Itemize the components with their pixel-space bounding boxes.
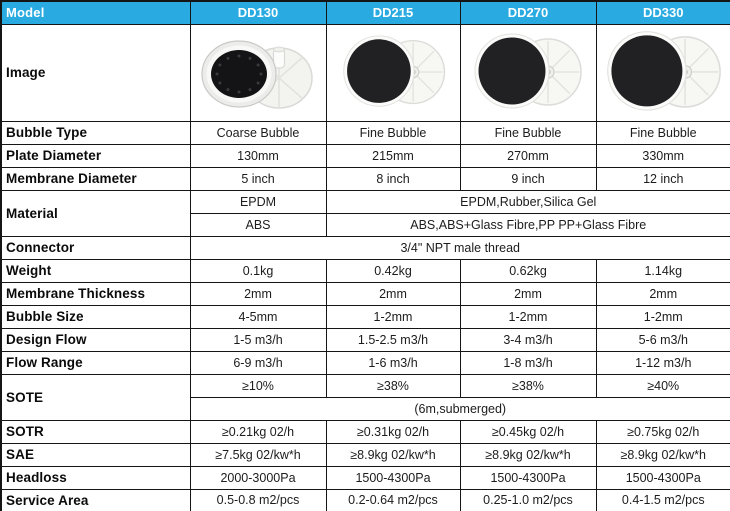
column-header-dd215: DD215 — [326, 1, 460, 24]
row-label-headloss: Headloss — [1, 466, 190, 489]
cell-membrane-thickness-dd215: 2mm — [326, 282, 460, 305]
cell-service-area-dd130: 0.5-0.8 m2/pcs — [190, 489, 326, 511]
row-flow-range — [1, 351, 730, 374]
row-label-flow-range: Flow Range — [1, 351, 190, 374]
cell-sotr-dd270: ≥0.45kg 02/h — [460, 420, 596, 443]
cell-flow-range-dd330: 1-12 m3/h — [596, 351, 730, 374]
row-label-design-flow: Design Flow — [1, 328, 190, 351]
row-membrane-diameter — [1, 167, 730, 190]
cell-plate-diameter-dd130: 130mm — [190, 144, 326, 167]
cell-sae-dd215: ≥8.9kg 02/kw*h — [326, 443, 460, 466]
row-label-bubble-type: Bubble Type — [1, 121, 190, 144]
cell-flow-range-dd215: 1-6 m3/h — [326, 351, 460, 374]
cell-plate-diameter-dd215: 215mm — [326, 144, 460, 167]
cell-sotr-dd215: ≥0.31kg 02/h — [326, 420, 460, 443]
cell-sae-dd270: ≥8.9kg 02/kw*h — [460, 443, 596, 466]
cell-bubble-size-dd215: 1-2mm — [326, 305, 460, 328]
product-image-dd130 — [190, 24, 326, 121]
cell-headloss-dd330: 1500-4300Pa — [596, 466, 730, 489]
cell-weight-dd215: 0.42kg — [326, 259, 460, 282]
row-membrane-thickness — [1, 282, 730, 305]
row-bubble-type — [1, 121, 730, 144]
cell-material-membrane-dd130: EPDM — [190, 190, 326, 213]
cell-bubble-type-dd270: Fine Bubble — [460, 121, 596, 144]
row-label-image: Image — [1, 24, 190, 121]
header-row — [1, 1, 730, 24]
cell-service-area-dd270: 0.25-1.0 m2/pcs — [460, 489, 596, 511]
row-sotr — [1, 420, 730, 443]
cell-headloss-dd215: 1500-4300Pa — [326, 466, 460, 489]
cell-weight-dd130: 0.1kg — [190, 259, 326, 282]
row-label-material: Material — [1, 190, 190, 236]
row-weight — [1, 259, 730, 282]
product-image-dd330 — [596, 24, 730, 121]
cell-membrane-diameter-dd130: 5 inch — [190, 167, 326, 190]
cell-service-area-dd330: 0.4-1.5 m2/pcs — [596, 489, 730, 511]
row-headloss — [1, 466, 730, 489]
row-label-membrane-thickness: Membrane Thickness — [1, 282, 190, 305]
row-plate-diameter — [1, 144, 730, 167]
row-label-weight: Weight — [1, 259, 190, 282]
cell-headloss-dd270: 1500-4300Pa — [460, 466, 596, 489]
model-header: Model — [1, 1, 190, 24]
cell-sote-dd330: ≥40% — [596, 374, 730, 397]
product-image-dd270 — [460, 24, 596, 121]
cell-sote-dd215: ≥38% — [326, 374, 460, 397]
row-label-sae: SAE — [1, 443, 190, 466]
cell-sae-dd330: ≥8.9kg 02/kw*h — [596, 443, 730, 466]
cell-material-membrane-others: EPDM,Rubber,Silica Gel — [326, 190, 730, 213]
column-header-dd270: DD270 — [460, 1, 596, 24]
cell-weight-dd270: 0.62kg — [460, 259, 596, 282]
row-label-membrane-diameter: Membrane Diameter — [1, 167, 190, 190]
cell-membrane-diameter-dd270: 9 inch — [460, 167, 596, 190]
cell-design-flow-dd130: 1-5 m3/h — [190, 328, 326, 351]
row-sae — [1, 443, 730, 466]
cell-bubble-type-dd130: Coarse Bubble — [190, 121, 326, 144]
cell-design-flow-dd330: 5-6 m3/h — [596, 328, 730, 351]
cell-material-plate-dd130: ABS — [190, 213, 326, 236]
cell-design-flow-dd215: 1.5-2.5 m3/h — [326, 328, 460, 351]
row-bubble-size — [1, 305, 730, 328]
cell-material-plate-others: ABS,ABS+Glass Fibre,PP PP+Glass Fibre — [326, 213, 730, 236]
cell-membrane-thickness-dd130: 2mm — [190, 282, 326, 305]
cell-flow-range-dd270: 1-8 m3/h — [460, 351, 596, 374]
cell-bubble-size-dd130: 4-5mm — [190, 305, 326, 328]
cell-sote-dd270: ≥38% — [460, 374, 596, 397]
row-design-flow — [1, 328, 730, 351]
cell-bubble-type-dd330: Fine Bubble — [596, 121, 730, 144]
cell-bubble-size-dd330: 1-2mm — [596, 305, 730, 328]
cell-headloss-dd130: 2000-3000Pa — [190, 466, 326, 489]
row-label-sotr: SOTR — [1, 420, 190, 443]
row-label-sote: SOTE — [1, 374, 190, 420]
row-label-bubble-size: Bubble Size — [1, 305, 190, 328]
cell-weight-dd330: 1.14kg — [596, 259, 730, 282]
row-sote-values — [1, 374, 730, 397]
row-label-plate-diameter: Plate Diameter — [1, 144, 190, 167]
row-label-connector: Connector — [1, 236, 190, 259]
column-header-dd330: DD330 — [596, 1, 730, 24]
cell-plate-diameter-dd270: 270mm — [460, 144, 596, 167]
cell-design-flow-dd270: 3-4 m3/h — [460, 328, 596, 351]
cell-flow-range-dd130: 6-9 m3/h — [190, 351, 326, 374]
cell-bubble-size-dd270: 1-2mm — [460, 305, 596, 328]
product-image-dd215 — [326, 24, 460, 121]
cell-bubble-type-dd215: Fine Bubble — [326, 121, 460, 144]
row-material-membrane — [1, 190, 730, 213]
cell-membrane-diameter-dd330: 12 inch — [596, 167, 730, 190]
column-header-dd130: DD130 — [190, 1, 326, 24]
cell-sotr-dd130: ≥0.21kg 02/h — [190, 420, 326, 443]
row-image — [1, 24, 730, 121]
row-label-service-area: Service Area — [1, 489, 190, 511]
cell-sote-dd130: ≥10% — [190, 374, 326, 397]
cell-connector-all: 3/4" NPT male thread — [190, 236, 730, 259]
cell-plate-diameter-dd330: 330mm — [596, 144, 730, 167]
cell-membrane-thickness-dd270: 2mm — [460, 282, 596, 305]
cell-sae-dd130: ≥7.5kg 02/kw*h — [190, 443, 326, 466]
cell-membrane-diameter-dd215: 8 inch — [326, 167, 460, 190]
row-connector — [1, 236, 730, 259]
cell-membrane-thickness-dd330: 2mm — [596, 282, 730, 305]
cell-sote-condition: (6m,submerged) — [190, 397, 730, 420]
cell-sotr-dd330: ≥0.75kg 02/h — [596, 420, 730, 443]
row-service-area — [1, 489, 730, 511]
cell-service-area-dd215: 0.2-0.64 m2/pcs — [326, 489, 460, 511]
